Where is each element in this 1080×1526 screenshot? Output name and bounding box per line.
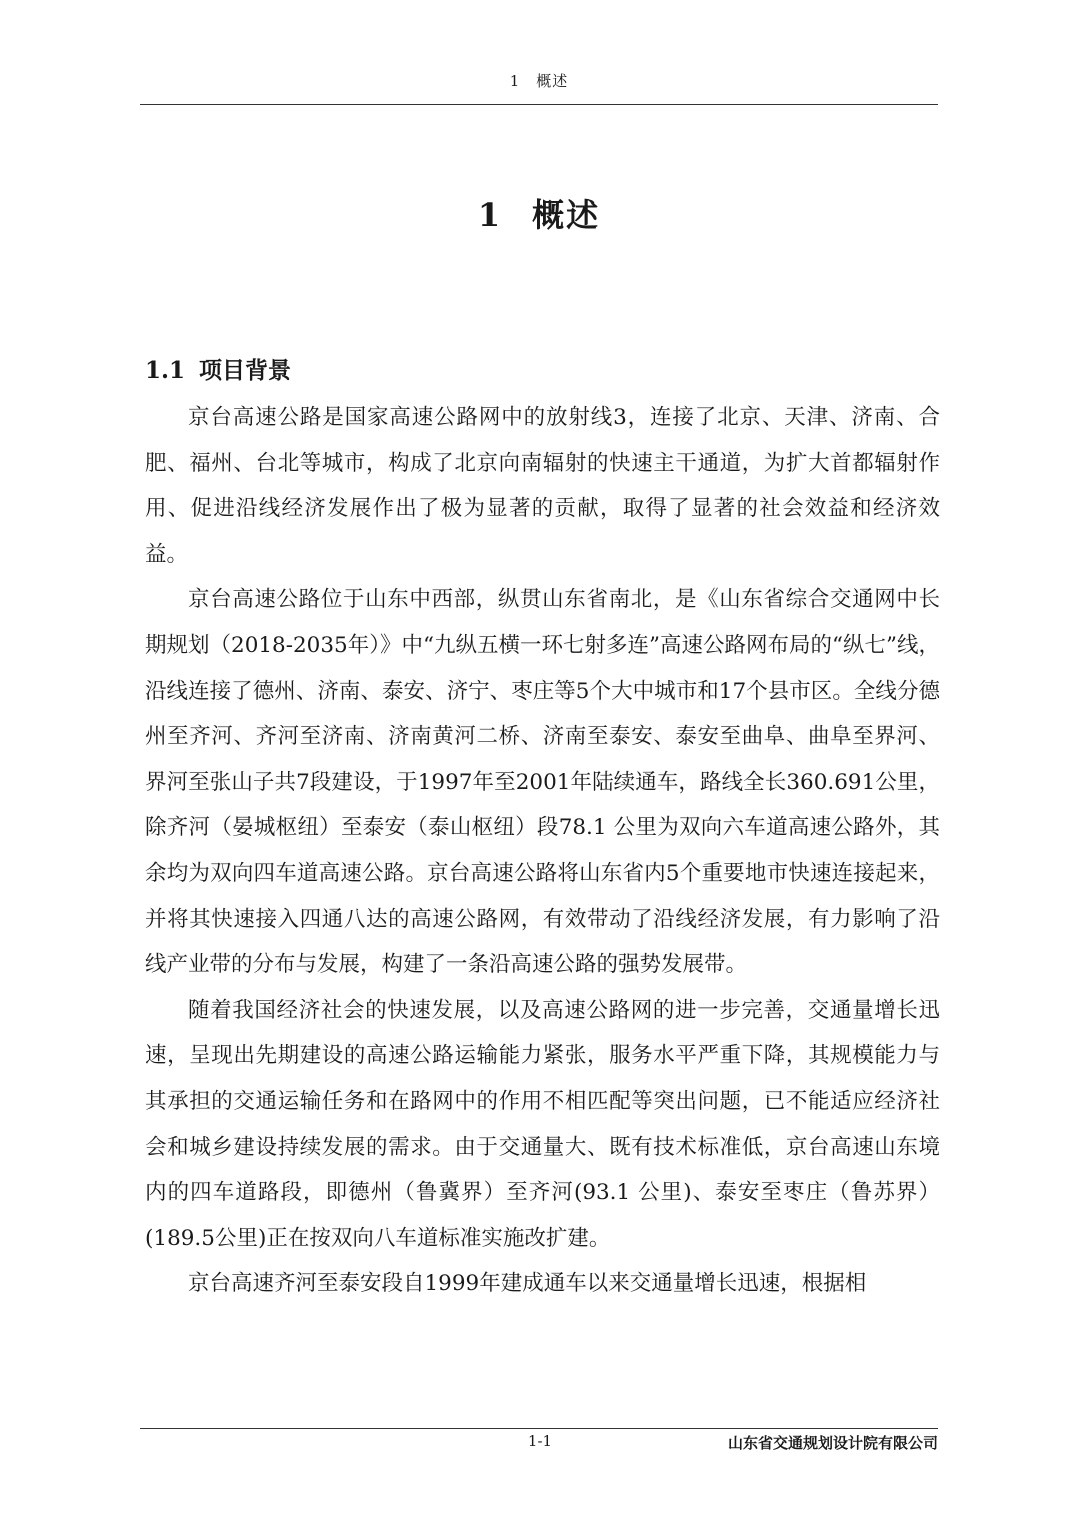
section-title-text: 项目背景 [199, 357, 292, 384]
chapter-title-text: 概述 [532, 196, 601, 234]
footer-divider [140, 1428, 938, 1429]
paragraph: 京台高速公路是国家高速公路网中的放射线3，连接了北京、天津、济南、合肥、福州、台北等城市，构成了北京向南辐射的快速主干通道，为扩大首都辐射作用、促进沿线经济发展作出了极为显著的贡献，取得了显著的社会效益和经济效益。 [145, 405, 940, 567]
chapter-title [140, 190, 938, 236]
document-body [145, 395, 940, 1307]
page-number: 1-1 [527, 1432, 553, 1450]
paragraph: 随着我国经济社会的快速发展，以及高速公路网的进一步完善，交通量增长迅速，呈现出先期建设的高速公路运输能力紧张，服务水平严重下降，其规模能力与其承担的交通运输任务和在路网中的作用不相匹配等突出问题，已不能适应经济社会和城乡建设持续发展的需求。由于交通量大、既有技术标准低，京台高速山东境内的四车道路段，即德州（鲁冀界）至齐河(93.1 公里)、泰安至枣庄（鲁苏界）(189.5公里)正在按双向八车道标准实施改扩建。 [145, 997, 940, 1251]
section-number: 1.1 [145, 357, 186, 384]
paragraph: 京台高速公路位于山东中西部，纵贯山东省南北，是《山东省综合交通网中长期规划（2018-2035年）》中“九纵五横一环七射多连”高速公路网布局的“纵七”线，沿线连接了德州、济南、泰安、济宁、枣庄等5个大中城市和17个县市区。全线分德州至齐河、齐河至济南、济南黄河二桥、济南至泰安、泰安至曲阜、曲阜至界河、界河至张山子共7段建设，于1997年至2001年陆续通车，路线全长360.691公里，除齐河（晏城枢纽）至泰安（泰山枢纽）段78.1 公里为双向六车道高速公路外，其余均为双向四车道高速公路。京台高速公路将山东省内5个重要地市快速连接起来，并将其快速接入四通八达的高速公路网，有效带动了沿线经济发展，有力影响了沿线产业带的分布与发展，构建了一条沿高速公路的强势发展带。 [145, 587, 940, 978]
company-name: 山东省交通规划设计院有限公司 [727, 1434, 938, 1452]
running-header: 1 概述 [509, 72, 569, 90]
section-heading [145, 352, 291, 385]
chapter-number: 1 [477, 196, 503, 234]
header-divider [140, 104, 938, 105]
paragraph: 京台高速齐河至泰安段自1999年建成通车以来交通量增长迅速，根据相 [188, 1271, 867, 1297]
